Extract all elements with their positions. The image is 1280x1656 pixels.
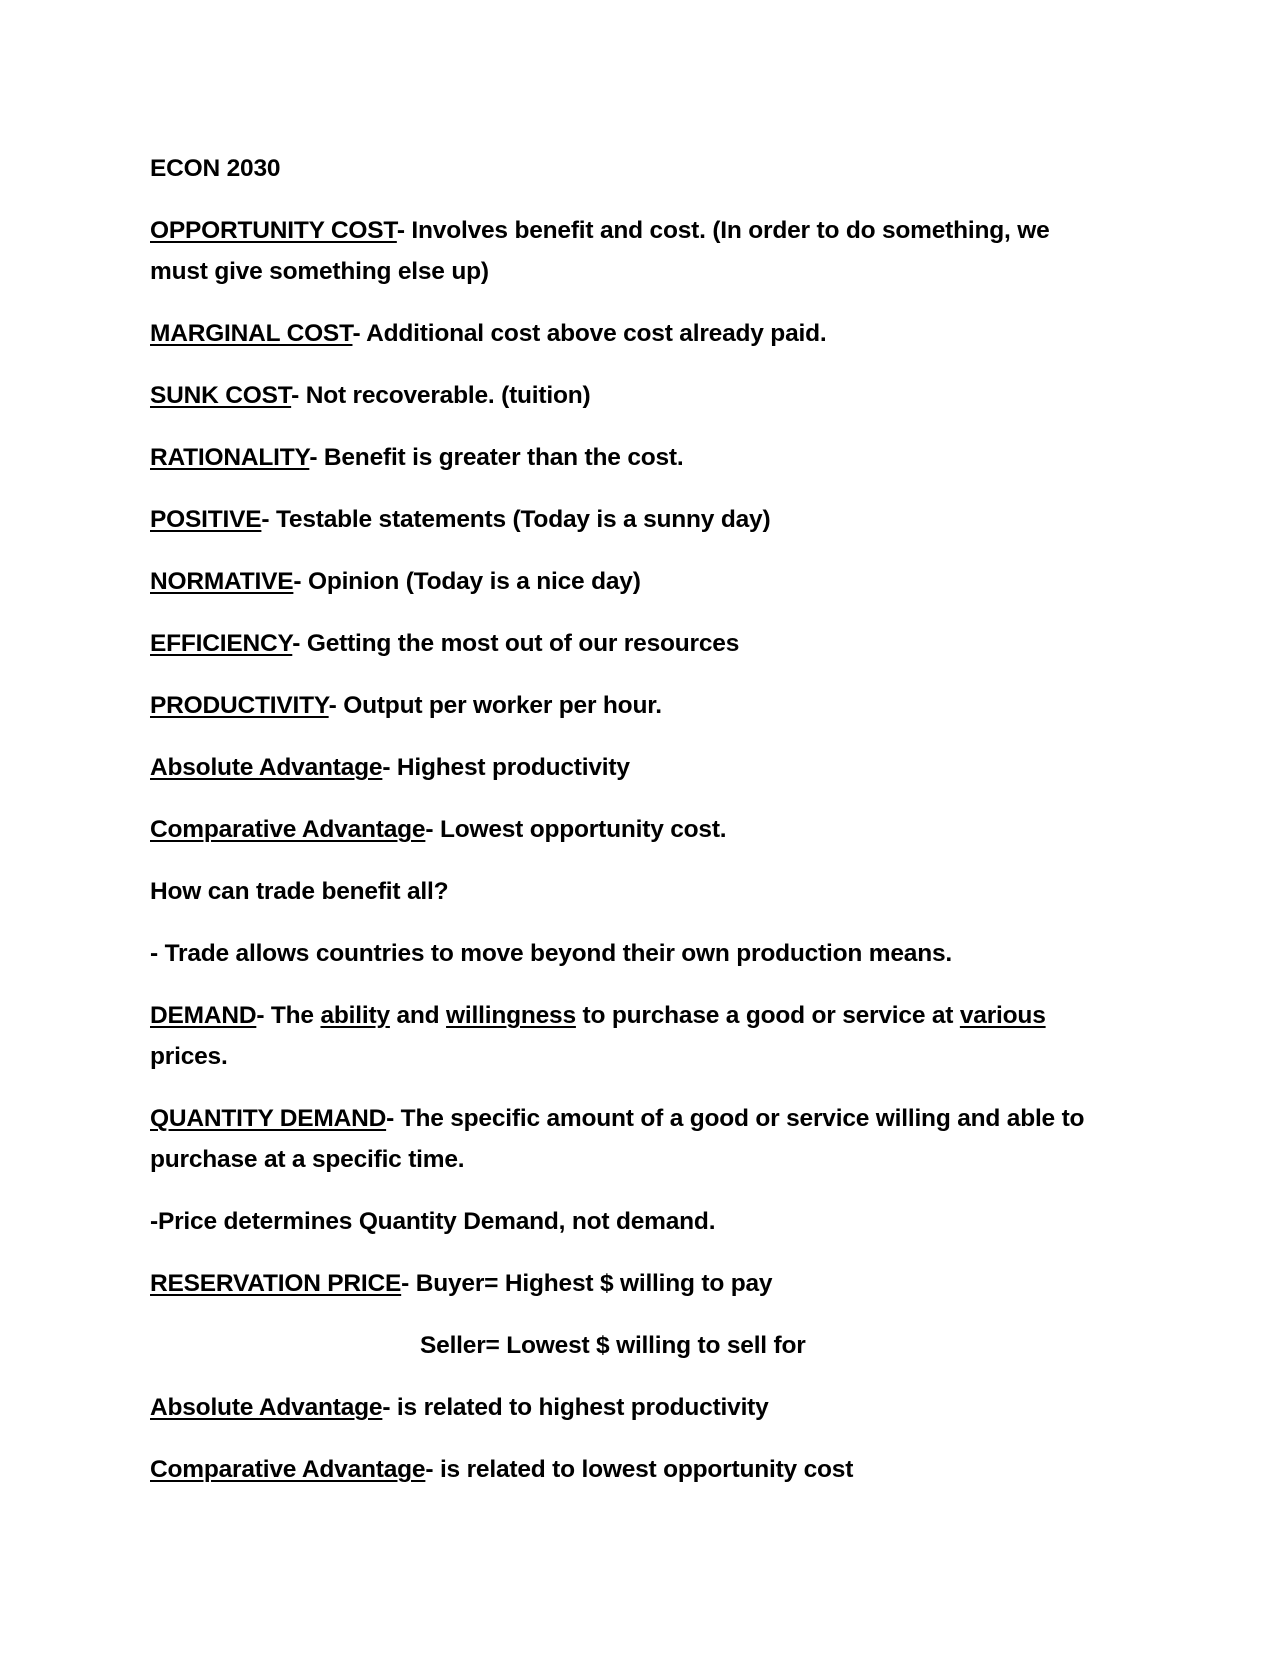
definition-efficiency: - Getting the most out of our resources <box>292 630 740 657</box>
term-productivity: PRODUCTIVITY <box>150 692 329 719</box>
definition-marginal-cost: - Additional cost above cost already paid. <box>352 320 827 347</box>
definition-absolute-advantage-related: - is related to highest productivity <box>382 1394 769 1421</box>
demand-text-part4: prices. <box>150 1043 228 1070</box>
definition-positive: - Testable statements (Today is a sunny day) <box>261 506 771 533</box>
definition-comparative-advantage: - Lowest opportunity cost. <box>425 816 727 843</box>
entry-absolute-advantage <box>150 747 1100 788</box>
definition-normative: - Opinion (Today is a nice day) <box>293 568 641 595</box>
entry-normative <box>150 561 1100 602</box>
term-rationality: RATIONALITY <box>150 444 310 471</box>
entry-sunk-cost <box>150 375 1100 416</box>
term-comparative-advantage-related: Comparative Advantage <box>150 1456 426 1483</box>
definition-quantity-demand: - The specific amount of a good or service willing and able to purchase at a specific time. <box>150 1105 1085 1173</box>
definition-opportunity-cost: - Involves benefit and cost. (In order to do something, we must give something else up) <box>150 217 1050 285</box>
definition-absolute-advantage: - Highest productivity <box>382 754 630 781</box>
definition-rationality: - Benefit is greater than the cost. <box>309 444 684 471</box>
demand-ability: ability <box>320 1002 390 1029</box>
demand-text-part2: and <box>389 1002 447 1029</box>
term-absolute-advantage: Absolute Advantage <box>150 754 383 781</box>
term-quantity-demand: QUANTITY DEMAND <box>150 1105 387 1132</box>
entry-marginal-cost <box>150 313 1100 354</box>
entry-absolute-advantage-related <box>150 1387 1100 1428</box>
document-page <box>150 148 1100 1511</box>
entry-rationality <box>150 437 1100 478</box>
reservation-price-seller: Seller= Lowest $ willing to sell for <box>420 1332 806 1359</box>
term-marginal-cost: MARGINAL COST <box>150 320 353 347</box>
entry-opportunity-cost <box>150 210 1100 292</box>
entry-efficiency <box>150 623 1100 664</box>
term-reservation-price: RESERVATION PRICE <box>150 1270 402 1297</box>
term-opportunity-cost: OPPORTUNITY COST <box>150 217 397 244</box>
entry-positive <box>150 499 1100 540</box>
term-demand: DEMAND <box>150 1002 257 1029</box>
entry-productivity <box>150 685 1100 726</box>
term-positive: POSITIVE <box>150 506 262 533</box>
term-normative: NORMATIVE <box>150 568 294 595</box>
definition-comparative-advantage-related: - is related to lowest opportunity cost <box>425 1456 854 1483</box>
reservation-price-buyer: - Buyer= Highest $ willing to pay <box>401 1270 773 1297</box>
term-efficiency: EFFICIENCY <box>150 630 293 657</box>
definition-sunk-cost: - Not recoverable. (tuition) <box>291 382 591 409</box>
entry-quantity-demand <box>150 1098 1100 1180</box>
definition-productivity: - Output per worker per hour. <box>328 692 662 719</box>
entry-comparative-advantage <box>150 809 1100 850</box>
demand-text-part3: to purchase a good or service at <box>575 1002 960 1029</box>
term-absolute-advantage-related: Absolute Advantage <box>150 1394 383 1421</box>
trade-question: How can trade benefit all? <box>150 878 449 905</box>
demand-willingness: willingness <box>446 1002 576 1029</box>
entry-comparative-advantage-related <box>150 1449 1100 1490</box>
trade-answer: - Trade allows countries to move beyond their own production means. <box>150 940 953 967</box>
demand-various: various <box>959 1002 1046 1029</box>
entry-reservation-price <box>150 1263 1100 1304</box>
term-comparative-advantage: Comparative Advantage <box>150 816 426 843</box>
term-sunk-cost: SUNK COST <box>150 382 292 409</box>
price-note: -Price determines Quantity Demand, not demand. <box>150 1208 716 1235</box>
demand-text-part1: - The <box>256 1002 321 1029</box>
entry-demand <box>150 995 1100 1077</box>
document-title: ECON 2030 <box>150 155 281 182</box>
reservation-price-seller-line <box>150 1325 1100 1366</box>
